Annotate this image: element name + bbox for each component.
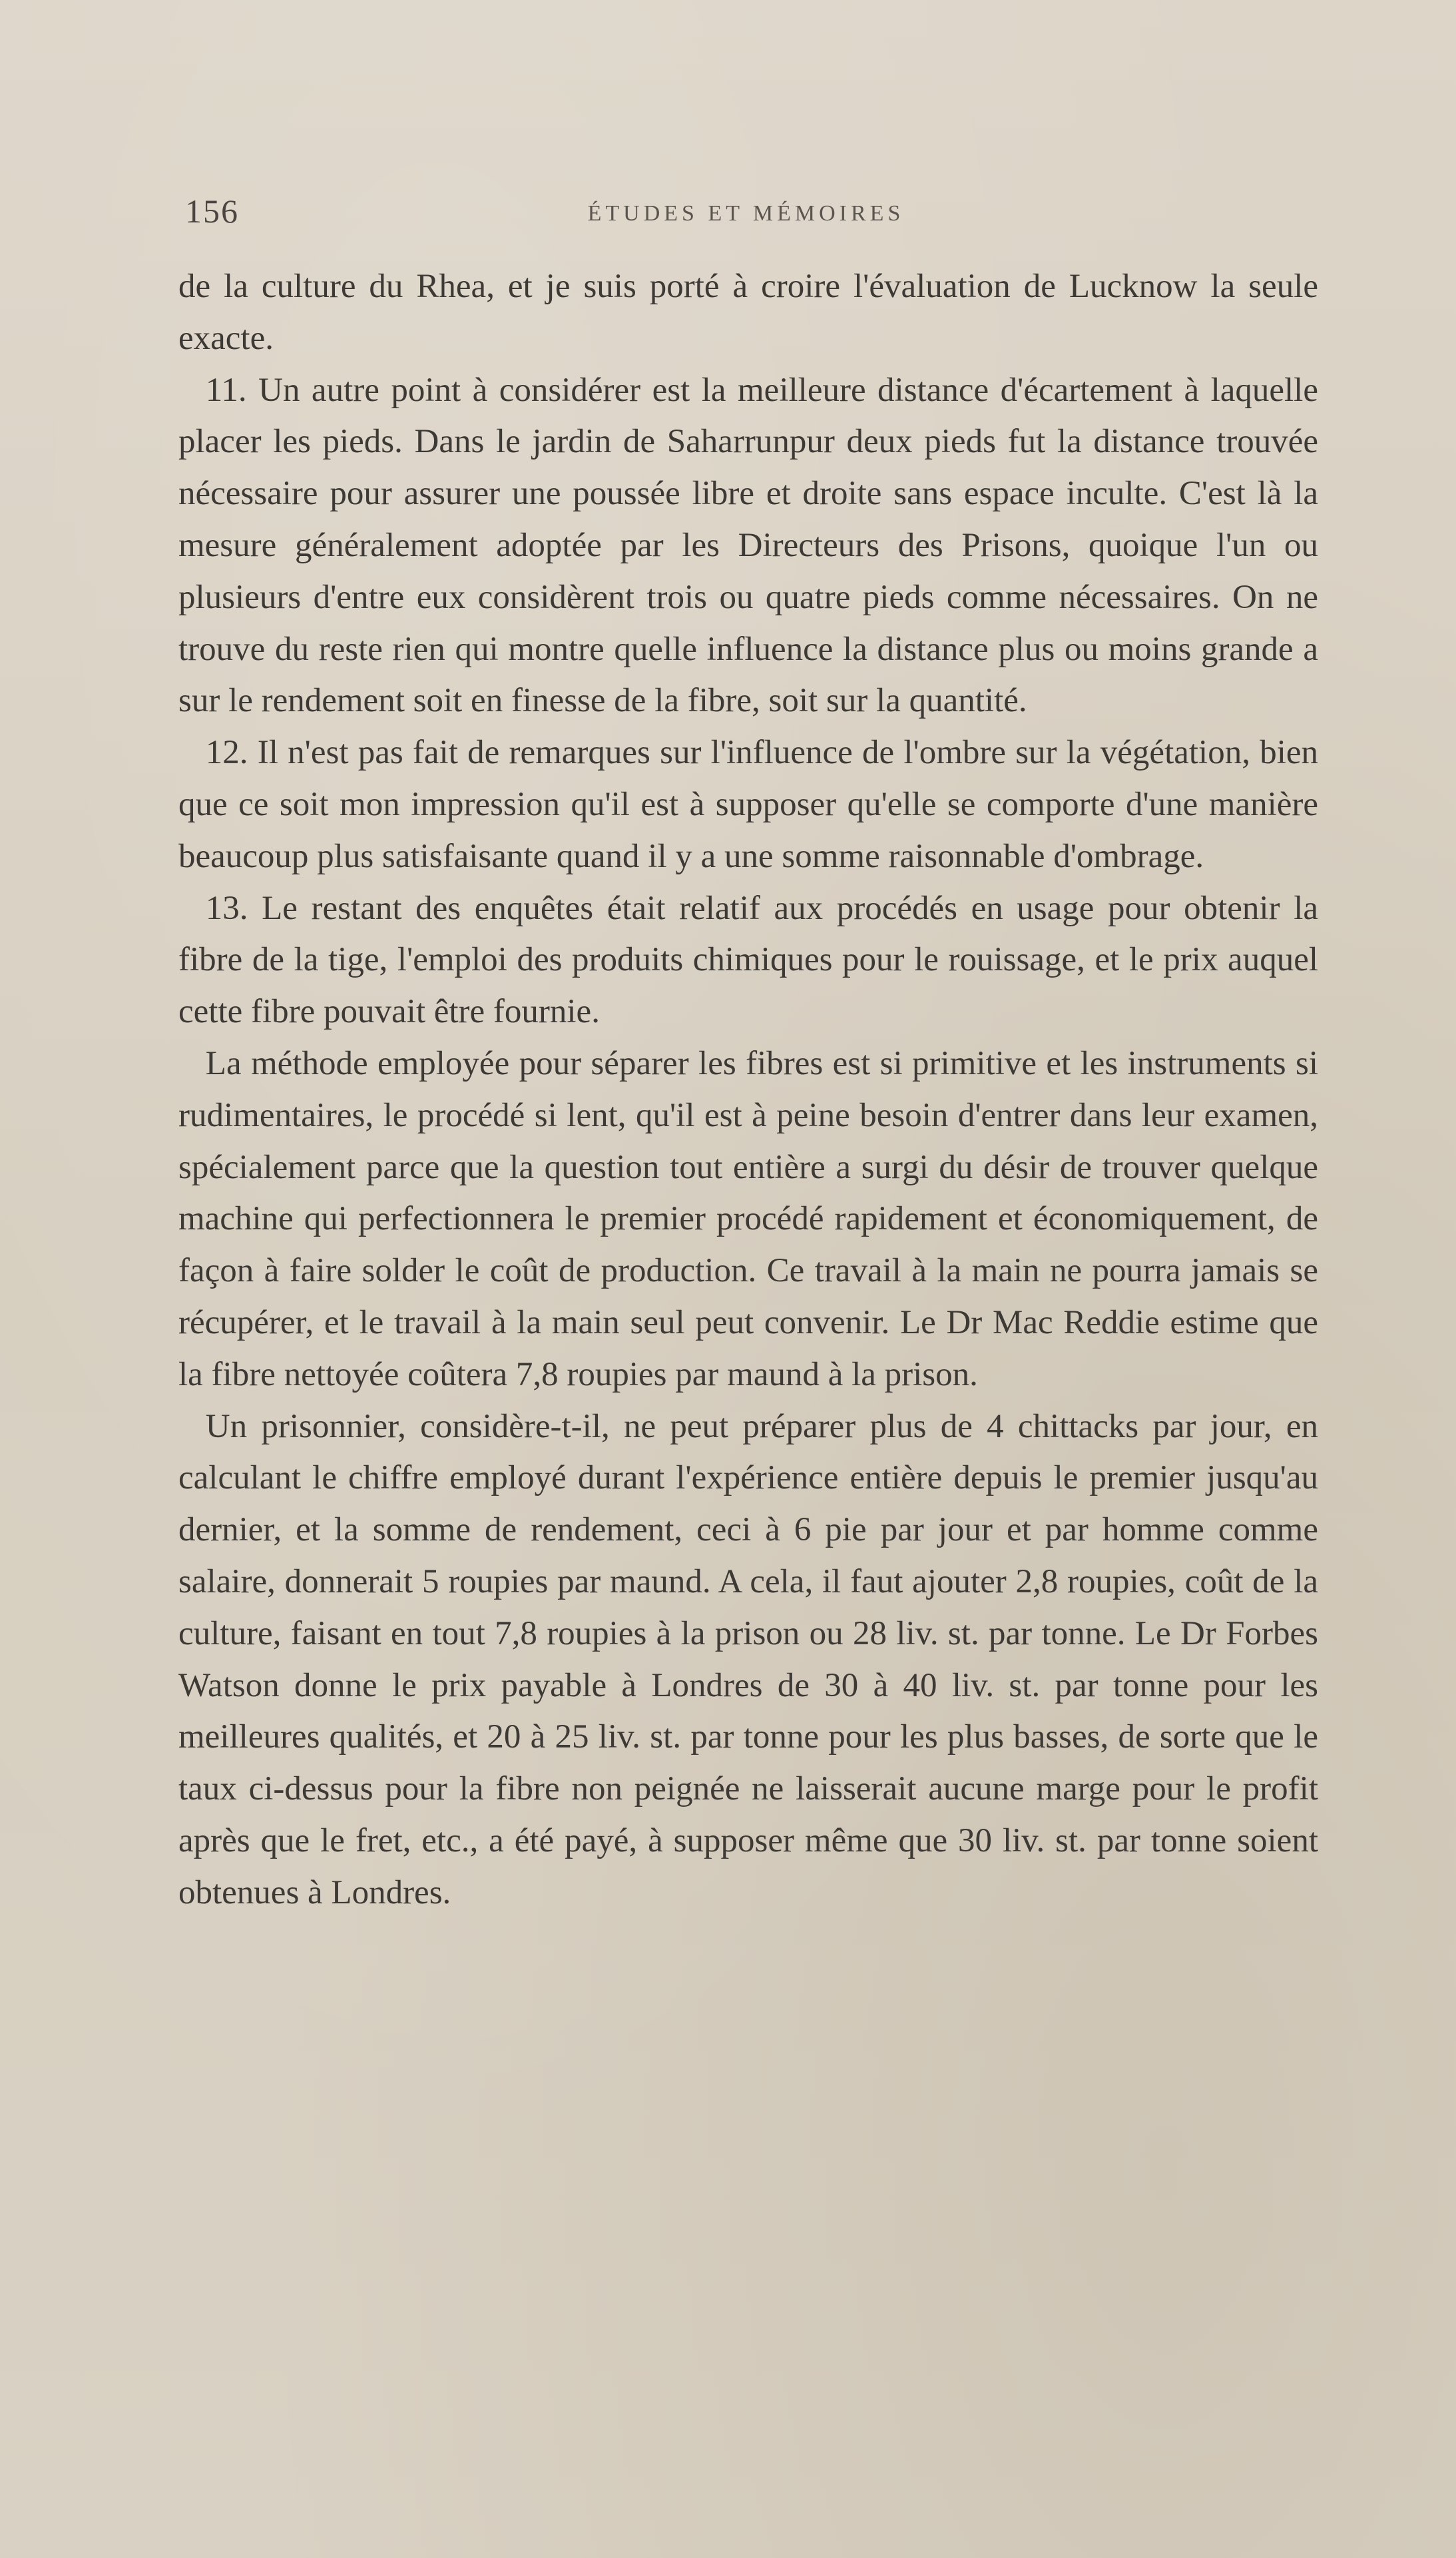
running-head (185, 192, 1287, 232)
page-number: 156 (185, 192, 239, 230)
paragraph-prisoner: Un prisonnier, considère-t-il, ne peut préparer plus de 4 chittacks par jour, en calculant le chiffre employé durant l'expérience entière depuis le premier jusqu'au dernier, et la somme de rendement, ceci à 6 pie par jour et par homme comme salaire, donnerait 5 roupies par maund. A cela, il faut ajouter 2,8 roupies, coût de la culture, faisant en tout 7,8 roupies à la prison ou 28 liv. st. par tonne. Le Dr Forbes Watson donne le prix payable à Londres de 30 à 40 liv. st. par tonne pour les meilleures qualités, et 20 à 25 liv. st. par tonne pour les plus basses, de sorte que le taux ci-dessus pour la fibre non peignée ne laisserait aucune marge pour le profit après que le fret, etc., a été payé, à supposer même que 30 liv. st. par tonne soient obtenues à Londres. (178, 1407, 1318, 1911)
paragraph-11: 11. Un autre point à considérer est la meilleure distance d'écartement à laquelle placer les pieds. Dans le jardin de Saharrunpur deux pieds fut la distance trouvée nécessaire pour assurer une poussée libre et droite sans espace inculte. C'est là la mesure généralement adoptée par les Directeurs des Prisons, quoique l'un ou plusieurs d'entre eux considèrent trois ou quatre pieds comme nécessaires. On ne trouve du reste rien qui montre quelle influence la distance plus ou moins grande a sur le rendement soit en finesse de la fibre, soit sur la quantité. (178, 371, 1318, 720)
paragraph-method: La méthode employée pour séparer les fibres est si primitive et les instruments si rudimentaires, le procédé si lent, qu'il est à peine besoin d'entrer dans leur examen, spécialement parce que la question tout entière a surgi du désir de trouver quelque machine qui perfectionnera le premier procédé rapidement et économiquement, de façon à faire solder le coût de production. Ce travail à la main ne pourra jamais se récupérer, et le travail à la main seul peut convenir. Le Dr Mac Reddie estime que la fibre nettoyée coûtera 7,8 roupies par maund à la prison. (178, 1044, 1318, 1393)
paragraph-13: 13. Le restant des enquêtes était relatif aux procédés en usage pour obtenir la fibre de la tige, l'emploi des produits chimiques pour le rouissage, et le prix auquel cette fibre pouvait être fournie. (178, 889, 1318, 1031)
paragraph-continuation: de la culture du Rhea, et je suis porté à croire l'évaluation de Lucknow la seule exacte. (178, 268, 1318, 357)
body-text (178, 261, 1318, 1919)
paragraph-12: 12. Il n'est pas fait de remarques sur l'influence de l'ombre sur la végétation, bien que ce soit mon impression qu'il est à supposer qu'elle se comporte d'une manière beaucoup plus satisfaisante quand il y a une somme raisonnable d'ombrage. (178, 734, 1318, 875)
running-title: ÉTUDES ET MÉMOIRES (587, 201, 905, 226)
